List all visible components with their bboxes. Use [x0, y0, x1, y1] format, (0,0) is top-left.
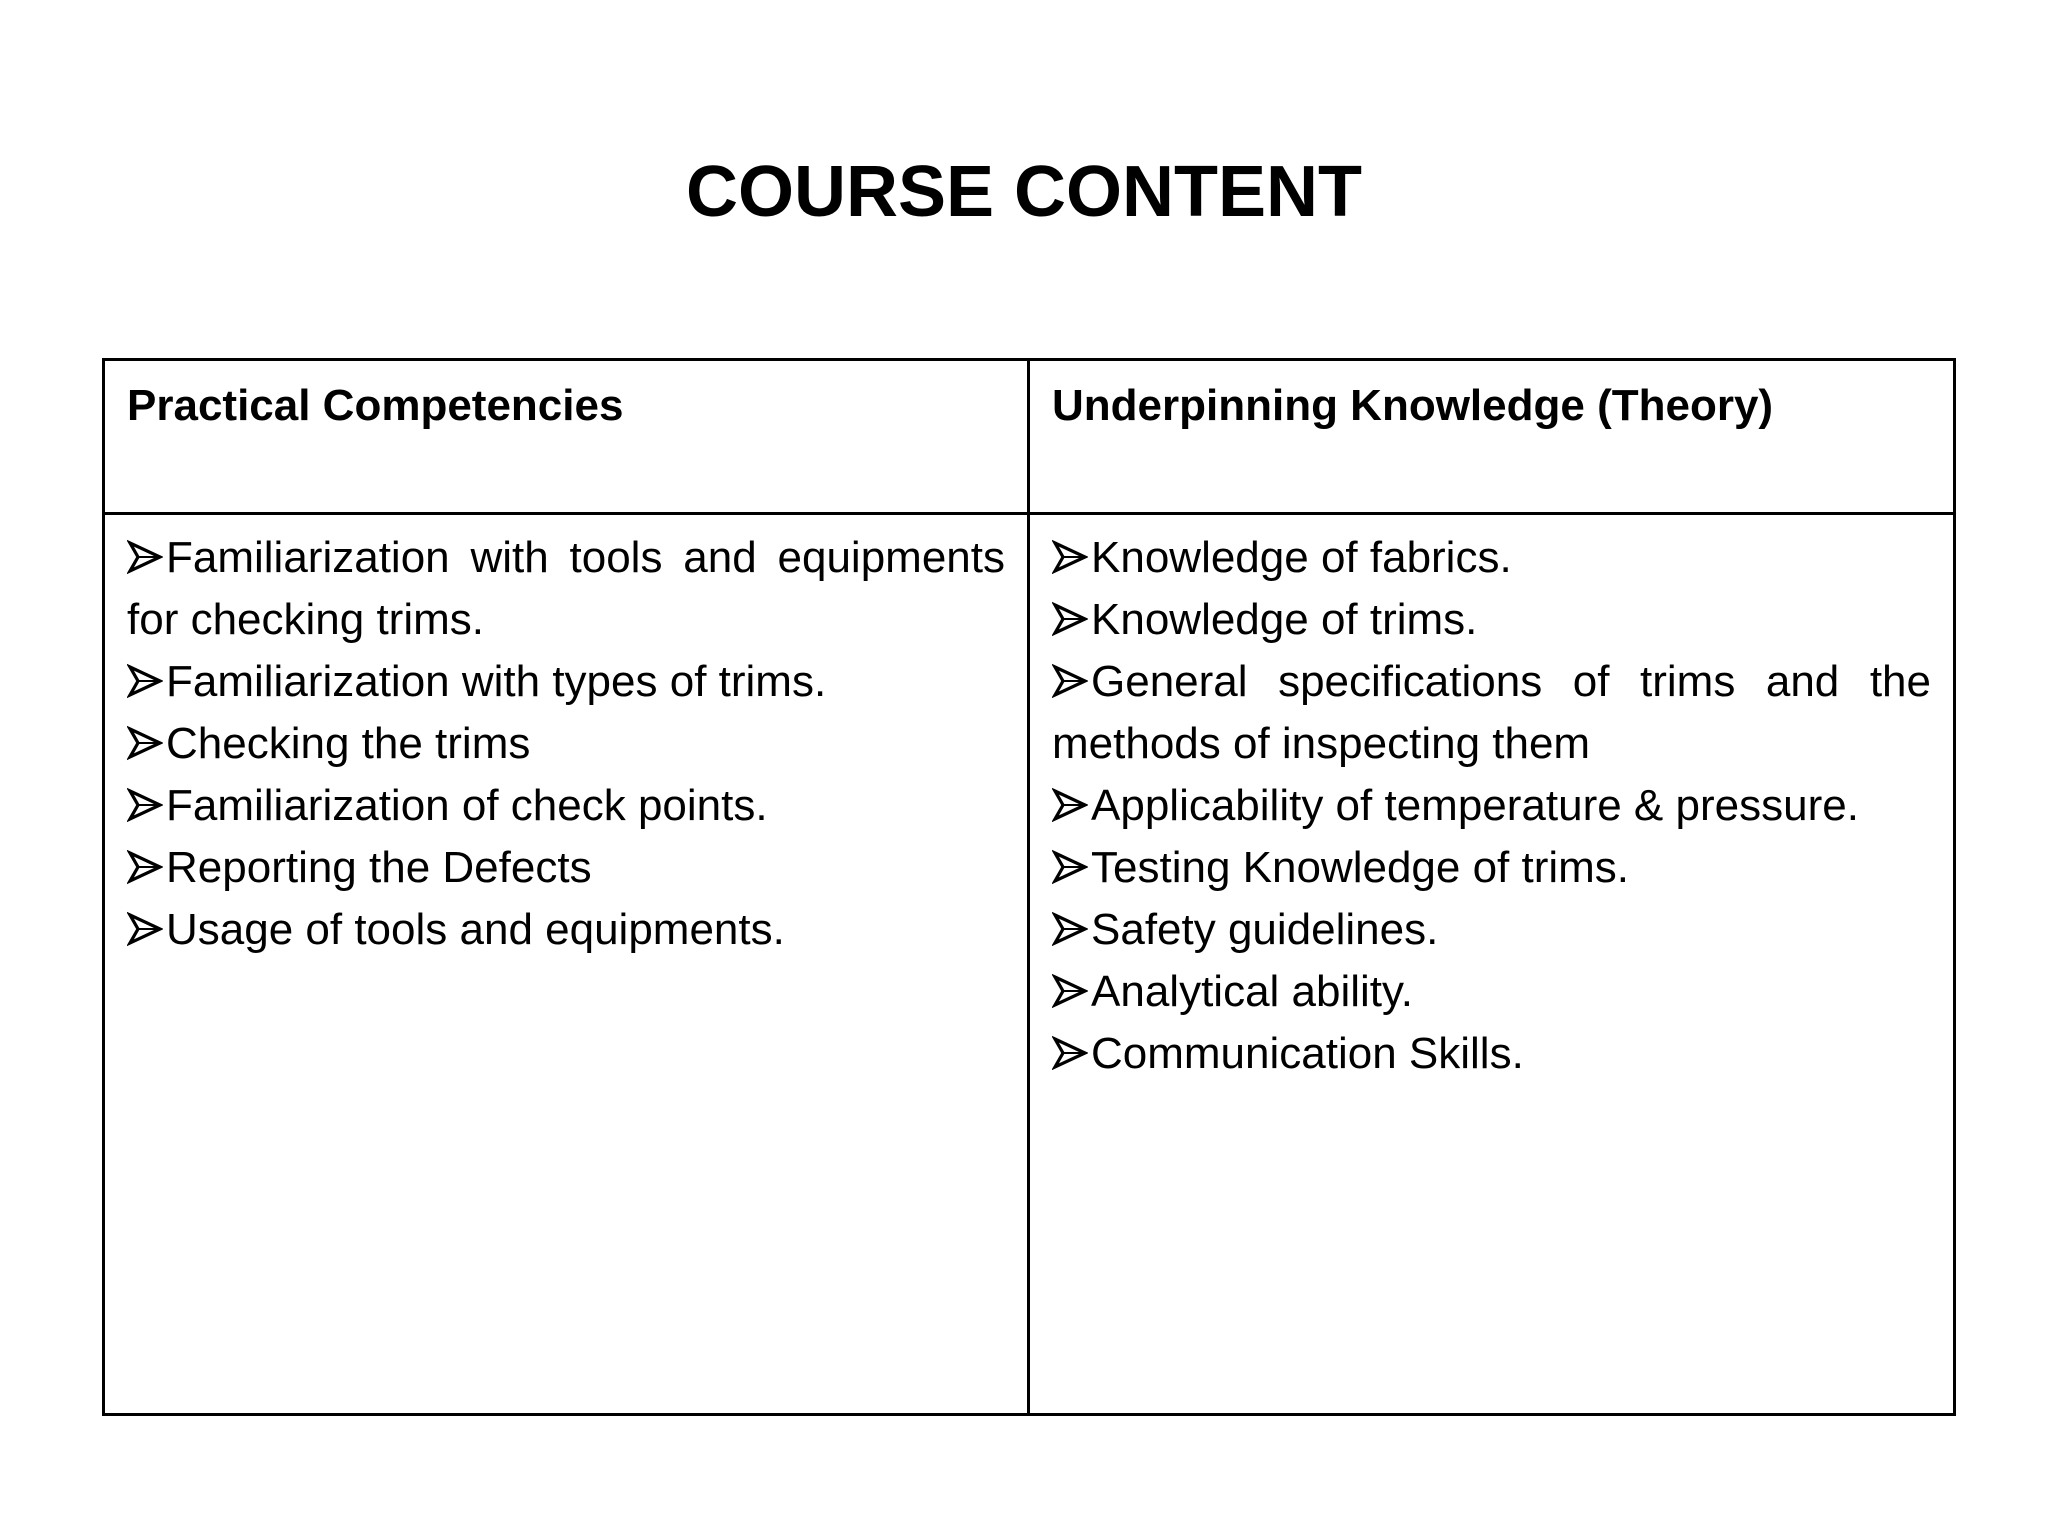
underpinning-knowledge-cell — [1029, 514, 1955, 1415]
list-item: Familiarization with tools and equipments for checking trims. — [127, 533, 1005, 644]
arrowhead-bullet-icon — [1052, 911, 1088, 947]
list-item: Applicability of temperature & pressure. — [1052, 775, 1931, 837]
list-item: Analytical ability. — [1052, 961, 1931, 1023]
list-item: Communication Skills. — [1052, 1023, 1931, 1085]
arrowhead-bullet-icon — [127, 787, 163, 823]
arrowhead-bullet-icon — [127, 849, 163, 885]
arrowhead-bullet-icon — [127, 539, 163, 575]
list-item: Checking the trims — [127, 713, 1005, 775]
list-item: Testing Knowledge of trims. — [1052, 837, 1931, 899]
list-item: Safety guidelines. — [1052, 899, 1931, 961]
list-item: Usage of tools and equipments. — [127, 899, 1005, 961]
slide-title: COURSE CONTENT — [685, 152, 1363, 232]
arrowhead-bullet-icon — [127, 911, 163, 947]
arrowhead-bullet-icon — [127, 725, 163, 761]
list-item: Knowledge of fabrics. — [1052, 527, 1931, 589]
arrowhead-bullet-icon — [1052, 601, 1088, 637]
table-header-row — [104, 360, 1955, 514]
course-content-table — [102, 358, 1956, 1416]
arrowhead-bullet-icon — [127, 663, 163, 699]
table-body-row — [104, 514, 1955, 1415]
practical-competencies-list — [127, 527, 1005, 961]
header-practical-competencies: Practical Competencies — [104, 360, 1029, 514]
arrowhead-bullet-icon — [1052, 1035, 1088, 1071]
arrowhead-bullet-icon — [1052, 539, 1088, 575]
list-item: General specifications of trims and the methods of inspecting them — [1052, 657, 1931, 768]
header-underpinning-knowledge: Underpinning Knowledge (Theory) — [1029, 360, 1955, 514]
list-item: Familiarization with types of trims. — [127, 651, 1005, 713]
practical-competencies-cell — [104, 514, 1029, 1415]
arrowhead-bullet-icon — [1052, 787, 1088, 823]
underpinning-knowledge-list — [1052, 527, 1931, 1085]
list-item: Reporting the Defects — [127, 837, 1005, 899]
arrowhead-bullet-icon — [1052, 849, 1088, 885]
list-item: Knowledge of trims. — [1052, 589, 1931, 651]
arrowhead-bullet-icon — [1052, 663, 1088, 699]
list-item: Familiarization of check points. — [127, 775, 1005, 837]
arrowhead-bullet-icon — [1052, 973, 1088, 1009]
